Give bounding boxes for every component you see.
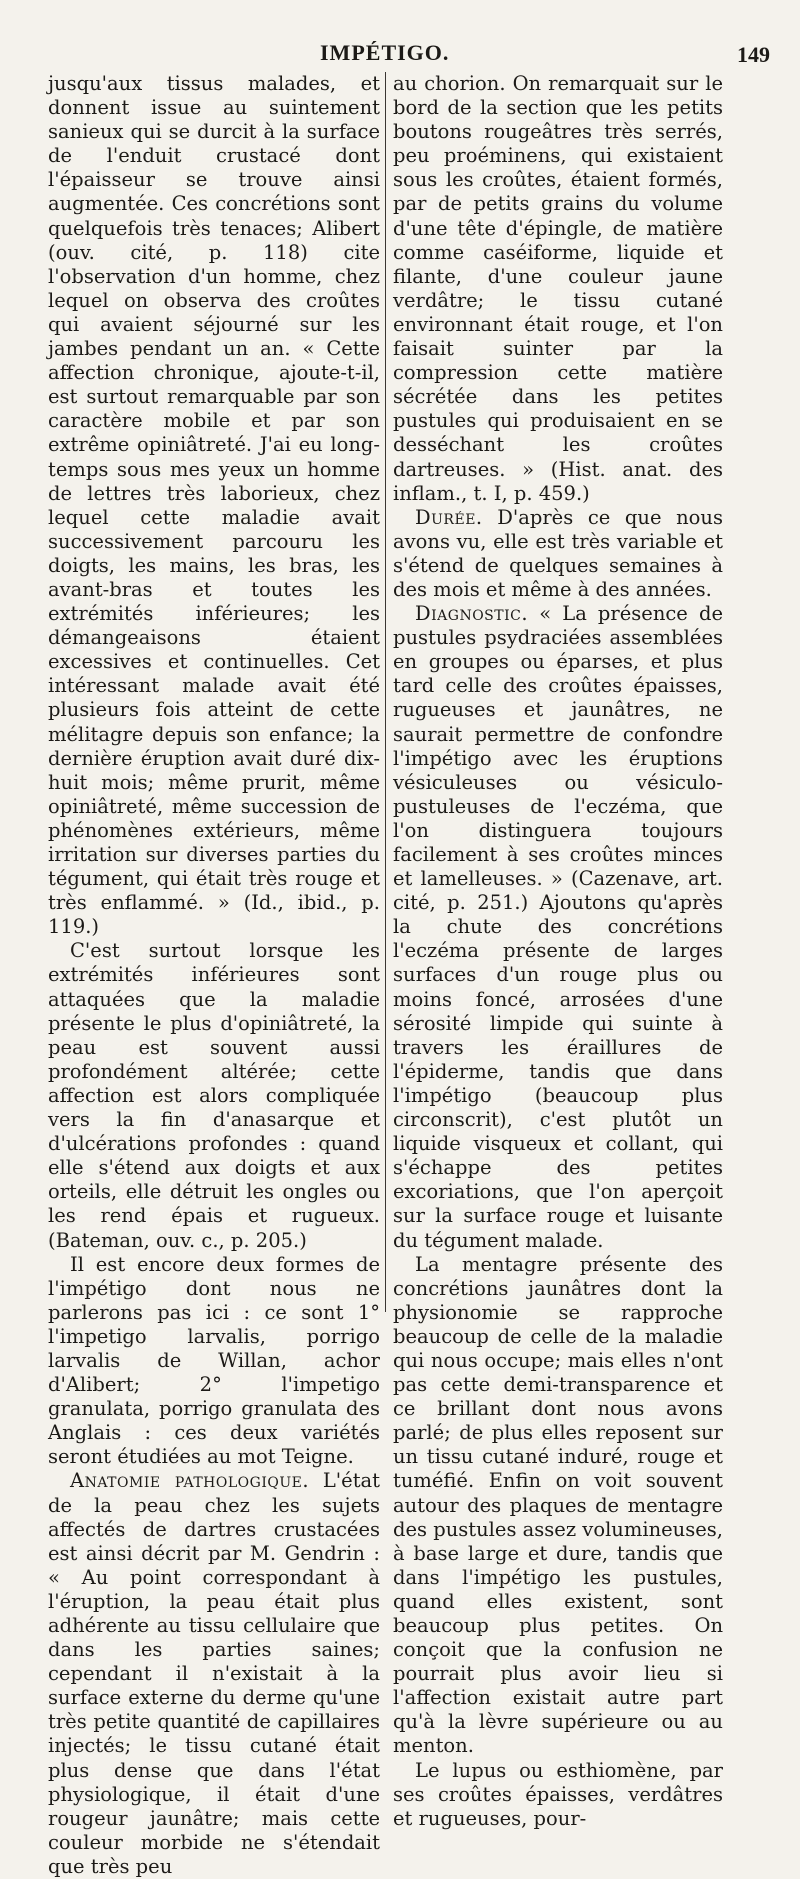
running-header [0,40,800,70]
page-title: IMPÉTIGO. [320,40,450,65]
paragraph-other-forms: Il est encore deux formes de l'impétigo dont nous ne parlerons pas ici : ce sont 1° l'impetigo larvalis, porrigo larvalis de Willan, achor d'Alibert; 2° l'impetigo granulata, porrigo granulata des Anglais : ces deux variétés seront étudiées au mot Teigne. [48,1252,380,1469]
anatomy-text: L'état de la peau chez les sujets affectés de dartres crustacées est ainsi décrit par M. Gendrin : « Au point correspondant à l'éruption, la peau était plus adhérente au tissu cellulaire que dans les parties saines; cependant il n'existait à la surface externe du derme qu'une très petite quantité de capillaires injectés; le tissu cutané était plus dense que dans l'état physiologique, il était d'une rougeur jaunâtre; mais cette couleur morbide ne s'étendait que très peu [48,1469,381,1878]
section-heading-diagnosis: Diagnostic. [415,602,529,626]
paragraph-continuation: jusqu'aux tissus malades, et donnent issue au suintement sanieux qui se durcit à la surface de l'enduit crustacé dont l'épaisseur se trouve ainsi augmentée. Ces concrétions sont quelquefois très tenaces; Alibert (ouv. cité, p. 118) cite l'observation d'un homme, chez lequel on observa des croûtes qui avaient séjourné sur les jambes pendant un an. « Cette affection chronique, ajoute-t-il, est surtout remarquable par son caractère mobile et par son extrême opiniâtreté. J'ai eu long-temps sous mes yeux un homme de lettres très laborieux, chez lequel cette maladie avait successivement parcouru les doigts, les mains, les bras, les avant-bras et toutes les extrémités inférieures; les démangeaisons étaient excessives et continuelles. Cet intéressant malade avait été plusieurs fois atteint de cette mélitagre depuis son enfance; la dernière éruption avait duré dix-huit mois; même prurit, même opiniâtreté, même succession de phénomènes extérieurs, même irritation sur diverses parties du tégument, qui était très rouge et très enflammé. » (Id., ibid., p. 119.) [48,72,380,939]
page-number: 149 [737,42,770,67]
paragraph-extremities: C'est surtout lorsque les extrémités inférieures sont attaquées que la maladie présente le plus d'opiniâtreté, la peau est souvent aussi profondément altérée; cette affection est alors compliquée vers la fin d'anasarque et d'ulcérations profondes : quand elle s'étend aux doigts et aux orteils, elle détruit les ongles ou les rend épais et rugueux. (Bateman, ouv. c., p. 205.) [48,939,380,1252]
right-column [393,72,723,1831]
column-divider [385,72,386,1312]
section-heading-duration: Durée. [415,505,483,529]
paragraph-pathological-anatomy [48,1469,380,1879]
paragraph-mentagre: La mentagre présente des concrétions jaunâtres dont la physionomie se rapproche beaucoup de celle de la maladie qui nous occupe; mais elles n'ont pas cette demi-transparence et ce brillant dont nous avons parlé; de plus elles reposent sur un tissu cutané induré, rouge et tuméfié. Enfin on voit souvent autour des plaques de mentagre des pustules assez volumineuses, à base large et dure, tandis que dans l'impétigo les pustules, quand elles existent, sont beaucoup plus petites. On conçoit que la confusion ne pourrait plus avoir lieu si l'affection existait autre part qu'à la lèvre supérieure ou au menton. [393,1252,723,1758]
paragraph-chorion: au chorion. On remarquait sur le bord de la section que les petits boutons rougeâtres très serrés, peu proéminens, qui existaient sous les croûtes, étaient formés, par de petits grains du volume d'une tête d'épingle, de matière comme caséiforme, liquide et filante, d'une couleur jaune verdâtre; le tissu cutané environnant était rouge, et l'on faisait suinter par la compression cette matière sécrétée dans les petites pustules qui produisaient en se desséchant les croûtes dartreuses. » (Hist. anat. des inflam., t. I, p. 459.) [393,72,723,505]
paragraph-duration [393,506,723,602]
duration-text: D'après ce que nous avons vu, elle est très variable et s'étend de quelques semaines à des mois et même à des années. [393,505,723,601]
section-heading-anatomy: Anatomie pathologique. [70,1469,310,1493]
paragraph-diagnosis [393,602,723,1253]
paragraph-lupus: Le lupus ou esthiomène, par ses croûtes épaisses, verdâtres et rugueuses, pour- [393,1758,723,1830]
left-column [48,72,380,1879]
diagnosis-text: « La présence de pustules psydraciées assemblées en groupes ou éparses, et plus tard celle des croûtes épaisses, rugueuses et jaunâtres, ne saurait permettre de confondre l'impétigo avec les éruptions vésiculeuses ou vésiculo-pustuleuses de l'eczéma, que l'on distinguera toujours facilement à ses croûtes minces et lamelleuses. » (Cazenave, art. cité, p. 251.) Ajoutons qu'après la chute des concrétions l'eczéma présente de larges surfaces d'un rouge plus ou moins foncé, arrosées d'une sérosité limpide qui suinte à travers les éraillures de l'épiderme, tandis que dans l'impétigo (beaucoup plus circonscrit), c'est plutôt un liquide visqueux et collant, qui s'échappe des petites excoriations, que l'on aperçoit sur la surface rouge et luisante du tégument malade. [393,602,723,1252]
